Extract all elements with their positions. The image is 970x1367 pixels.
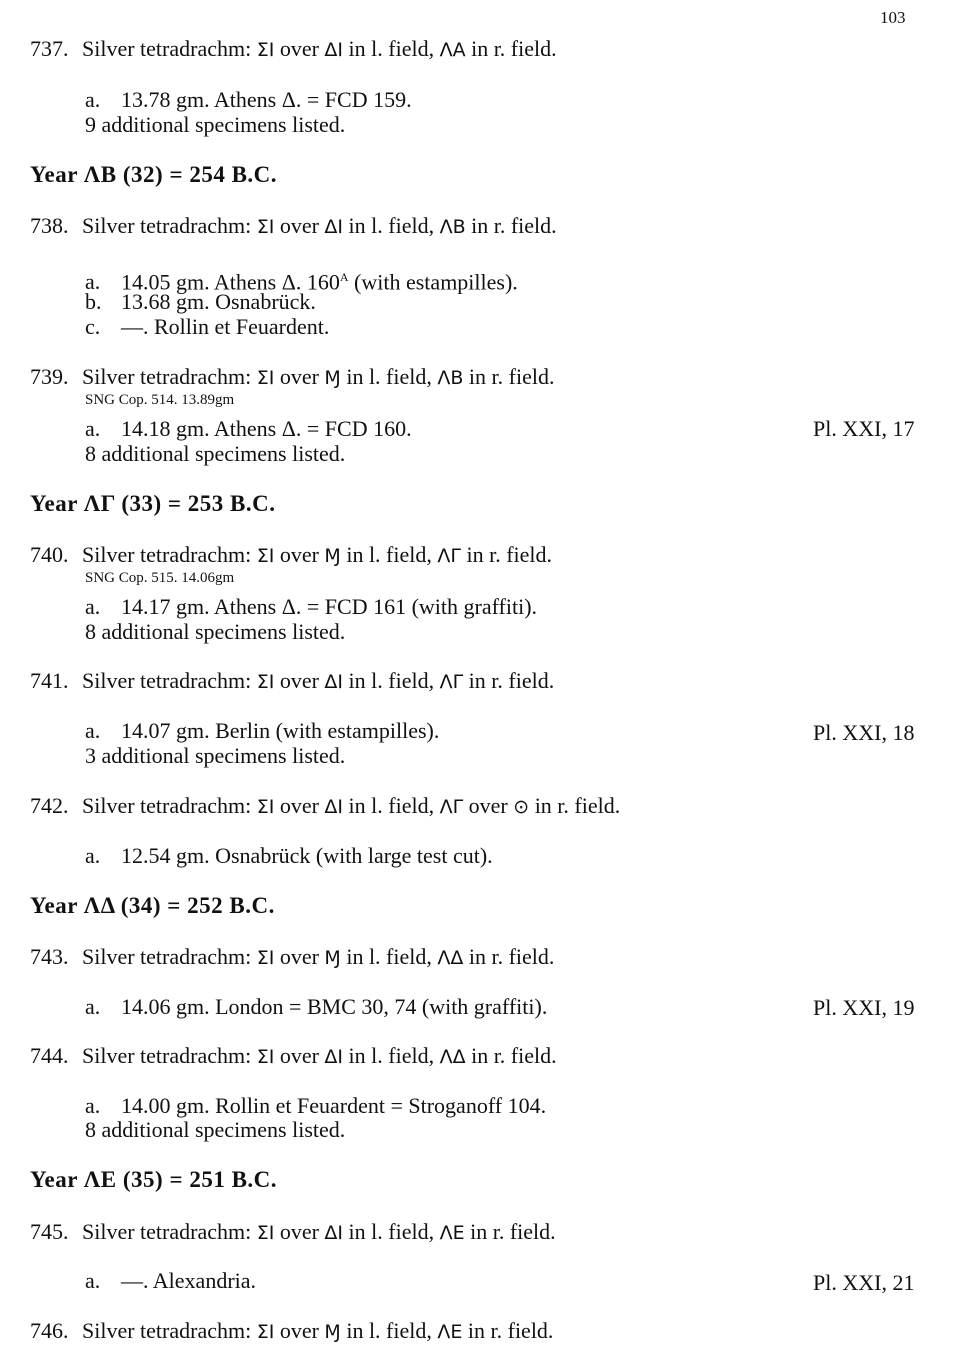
- year-heading-32: Year ΛΒ (32) = 254 B.C.: [30, 162, 278, 187]
- plate-reference-741: Pl. XXI, 18: [813, 720, 915, 745]
- entry-737: 737. Silver tetradrachm: ΣΙ over ΔΙ in l. field, ΛΑ in r. field.: [30, 36, 557, 61]
- entry-744: 744. Silver tetradrachm: ΣΙ over ΔΙ in l. field, ΛΔ in r. field.: [30, 1043, 557, 1068]
- monogram-left-upper: ΣΙ: [256, 1046, 275, 1068]
- entry-745: 745. Silver tetradrachm: ΣΙ over ΔΙ in l. field, ΛΕ in r. field.: [30, 1219, 556, 1244]
- reference-740: SNG Cop. 515. 14.06gm: [85, 570, 235, 586]
- page-number: 103: [880, 8, 906, 27]
- additional-737: 9 additional specimens listed.: [85, 112, 346, 137]
- monogram-left-upper: ΣΙ: [256, 796, 275, 818]
- year-heading-33: Year ΛΓ (33) = 253 B.C.: [30, 491, 276, 516]
- specimen-743a: a. 14.06 gm. London = BMC 30, 74 (with graffiti).: [85, 994, 548, 1019]
- specimen-740a: a. 14.17 gm. Athens Δ. = FCD 161 (with graffiti).: [85, 594, 538, 619]
- specimen-738c: c. —. Rollin et Feuardent.: [85, 314, 330, 339]
- additional-740: 8 additional specimens listed.: [85, 619, 346, 644]
- entry-743: 743. Silver tetradrachm: ΣΙ over Ɱ in l. field, ΛΔ in r. field.: [30, 944, 555, 969]
- year-heading-35: Year ΛΕ (35) = 251 B.C.: [30, 1167, 278, 1192]
- entry-742: 742. Silver tetradrachm: ΣΙ over ΔΙ in l. field, ΛΓ over ⊙ in r. field.: [30, 793, 621, 818]
- monogram-left-upper: ΣΙ: [256, 947, 275, 969]
- monogram-right: ΛΓ: [437, 545, 461, 567]
- specimen-744a: a. 14.00 gm. Rollin et Feuardent = Stroganoff 104.: [85, 1093, 547, 1118]
- monogram-right: ΛΕ: [437, 1321, 463, 1343]
- entry-738: 738. Silver tetradrachm: ΣΙ over ΔΙ in l. field, ΛΒ in r. field.: [30, 213, 557, 238]
- monogram-right: ΛΔ: [437, 947, 464, 969]
- monogram-right-upper: ΛΓ: [439, 796, 464, 818]
- monogram-right: ΛΒ: [439, 216, 466, 238]
- additional-739: 8 additional specimens listed.: [85, 441, 346, 466]
- monogram-left-lower: ΔΙ: [324, 796, 344, 818]
- specimen-738a: a. 14.05 gm. Athens Δ. $160^A$ (with estampilles).: [85, 269, 518, 295]
- monogram-left-upper: ΣΙ: [256, 367, 275, 389]
- monogram-right: ΛΓ: [439, 671, 464, 693]
- plate-reference-743: Pl. XXI, 19: [813, 995, 915, 1020]
- monogram-left-lower: ΔΙ: [324, 39, 344, 61]
- specimen-739a: a. 14.18 gm. Athens Δ. = FCD 160.: [85, 416, 412, 441]
- monogram-left-upper: ΣΙ: [256, 671, 275, 693]
- monogram-left-lower: ΔΙ: [324, 1222, 344, 1244]
- monogram-left-lower: ΔΙ: [324, 671, 344, 693]
- specimen-742a: a. 12.54 gm. Osnabrück (with large test cut).: [85, 843, 493, 868]
- monogram-left-upper: ΣΙ: [256, 1321, 275, 1343]
- monogram-left-upper: ΣΙ: [256, 216, 275, 238]
- circle-dot-symbol: ⊙: [513, 796, 530, 818]
- monogram-left-upper: ΣΙ: [256, 39, 275, 61]
- entry-746: 746. Silver tetradrachm: ΣΙ over Ɱ in l. field, ΛΕ in r. field.: [30, 1318, 554, 1343]
- entry-741: 741. Silver tetradrachm: ΣΙ over ΔΙ in l. field, ΛΓ in r. field.: [30, 668, 555, 693]
- monogram-left-lower: ΔΙ: [324, 1046, 344, 1068]
- specimen-745a: a. —. Alexandria.: [85, 1268, 257, 1293]
- reference-739: SNG Cop. 514. 13.89gm: [85, 392, 235, 408]
- monogram-left-lower: Ɱ: [324, 947, 341, 969]
- monogram-left-lower: Ɱ: [324, 1321, 341, 1343]
- additional-741: 3 additional specimens listed.: [85, 743, 346, 768]
- monogram-left-upper: ΣΙ: [256, 545, 275, 567]
- monogram-right: ΛΔ: [439, 1046, 466, 1068]
- monogram-right: ΛΒ: [437, 367, 464, 389]
- monogram-right: ΛΑ: [439, 39, 466, 61]
- plate-reference-745: Pl. XXI, 21: [813, 1270, 915, 1295]
- entry-739: 739. Silver tetradrachm: ΣΙ over Ɱ in l. field, ΛΒ in r. field.: [30, 364, 555, 389]
- plate-reference-739: Pl. XXI, 17: [813, 416, 915, 441]
- specimen-741a: a. 14.07 gm. Berlin (with estampilles).: [85, 718, 440, 743]
- monogram-right: ΛΕ: [439, 1222, 465, 1244]
- monogram-left-lower: Ɱ: [324, 367, 341, 389]
- monogram-left-lower: Ɱ: [324, 545, 341, 567]
- monogram-left-lower: ΔΙ: [324, 216, 344, 238]
- specimen-738b: b. 13.68 gm. Osnabrück.: [85, 289, 316, 314]
- additional-744: 8 additional specimens listed.: [85, 1117, 346, 1142]
- year-heading-34: Year ΛΔ (34) = 252 B.C.: [30, 893, 275, 918]
- monogram-left-upper: ΣΙ: [256, 1222, 275, 1244]
- specimen-737a: a. 13.78 gm. Athens Δ. = FCD 159.: [85, 87, 412, 112]
- entry-740: 740. Silver tetradrachm: ΣΙ over Ɱ in l. field, ΛΓ in r. field.: [30, 542, 553, 567]
